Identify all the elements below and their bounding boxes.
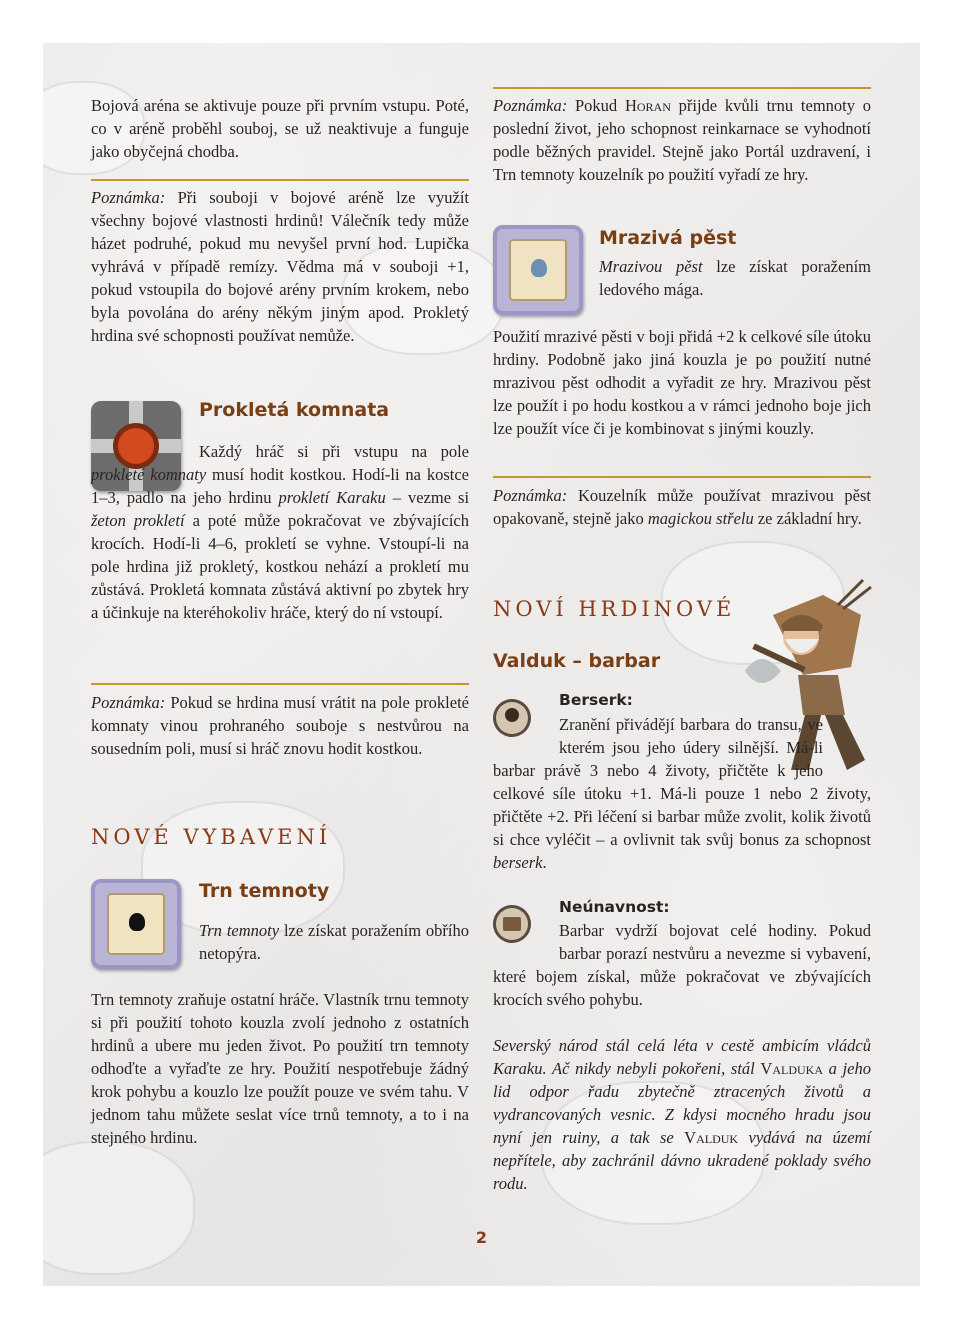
thorn-card-icon (91, 879, 181, 969)
scroll-icon (509, 239, 567, 301)
hero-name: Valduka (760, 1059, 823, 1078)
text-run: magickou střelu (647, 509, 754, 528)
divider (91, 179, 469, 181)
tireless-paragraph (493, 919, 871, 1011)
axe-blade (745, 659, 781, 683)
text-run: berserk (493, 853, 543, 872)
cursed-room-paragraph (91, 440, 469, 624)
text-run: přijde kvůli trnu temnoty o poslední život, jeho schopnost reinkarnace se vyhodnotí podle běžných pravidel. Stejně jako Portál uzdravení, i Trn temnoty kouzelník po použití vyřadí ze hry. (493, 96, 872, 184)
text-run: ze základní hry. (757, 509, 862, 528)
text-run: Zranění přivádějí barbara do transu, ve kterém jsou jeho údery silnější. Má-li barbar právě 3 nebo 4 životy, přičtěte k jeho celkové síle útoku +1. Má-li pouze 1 nebo 2 životy, přičtěte +2. Při léčení si barbar může zvolit, kolik životů si chce vyléčit – a ovlivnit tak svůj bonus za schopnost (493, 715, 871, 849)
note-frost (493, 484, 871, 530)
text-run: a poté může pokračovat ve zbývajících krocích. Hodí-li 4–6, prokletí se vyhne. Vstoupí-li na pole hrdina již prokletý, kostkou nehází a prokletí mu zůstává. Prokletá komnata zůstává aktivní po zbytek hry a účinkuje na kteréhokoliv hráče, který do ní vstoupí. (91, 511, 469, 622)
berserk-label: Berserk: (559, 691, 633, 709)
scroll-icon (107, 893, 165, 955)
rulebook-page (43, 43, 920, 1286)
text-run: Pokud (575, 96, 618, 115)
divider (493, 476, 871, 478)
torso (798, 675, 845, 715)
section-title-equipment: NOVÉ VYBAVENÍ (91, 825, 332, 849)
text-run: Kouzelník může používat mrazivou pěst opakovaně, stejně jako (493, 486, 871, 528)
text-run: lze získat poražením obřího netopýra. (199, 921, 470, 963)
lore-paragraph (493, 1034, 871, 1195)
arrow (843, 587, 871, 609)
thorn-paragraph: Trn temnoty zraňuje ostatní hráče. Vlastník trnu temnoty si při použití tohoto kouzla zvolí jednoho z ostatních hrdinů a ubere mu jeden život. Po použití trn temnoty odhoďte a vyřaďte ze hry. Použití nespotřebuje žádný krok pohybu a kouzlo lze použít pouze ve svém tahu. V jednom tahu můžete seslat více trnů temnoty, a to i na stejného hrdinu. (91, 990, 469, 1147)
text-run: musí hodit kostkou. Hodí-li na kostce 1–3, padlo na jeho hrdinu (91, 465, 469, 507)
tireless-label: Neúnavnost: (559, 898, 670, 916)
text-run: Každý hráč si při vstupu na pole (199, 442, 469, 461)
float-spacer (493, 919, 559, 965)
text-run: Severský národ stál celá léta v cestě ambicím vládců Karaku. Ač nikdy nebyli pokořeni, stál (493, 1036, 871, 1078)
note-horan (493, 94, 871, 186)
note-label: Poznámka: (91, 693, 166, 712)
text-run: Trn temnoty (199, 921, 280, 940)
thorn-desc (199, 919, 469, 965)
text-run: Barbar vydrží bojovat celé hodiny. Pokud barbar porazí nestvůru a nevezme si vybavení, které bojem získal, může pokračovat ve zbývajících krocích svého pohybu. (493, 921, 871, 1009)
note-text: Při souboji v bojové aréně lze využít všechny bojové vlastnosti hrdinů! Válečník tedy může házet podruhé, pokud mu nevyšel první hod. Lupička vyhrává v případě remízy. Vědma má v souboji +1, pokud vstoupila do bojové arény prvním krokem, nebo byla povolána do arény někým jiným apod. Prokletý hrdina své schopnosti používat nemůže. (91, 188, 469, 345)
note-cursed (91, 691, 469, 760)
float-spacer (823, 713, 871, 781)
note-text: Pokud se hrdina musí vrátit na pole prokleté komnaty vinou prohraného souboje s nestvůrou na sousedním poli, musí si hráč znovu hodit kostkou. (91, 693, 469, 758)
note-label: Poznámka: (91, 188, 166, 207)
text-run: vydává na území nepřítele, aby zachránil dávno ukradené poklady svého rodu. (493, 1128, 872, 1193)
divider (493, 87, 871, 89)
berserk-paragraph: Zranění přivádějí barbara do transu, ve kterém jsou jeho údery silnější. Má-li barbar právě 3 nebo 4 životy, přičtěte k jeho celkové síle útoku +1. Má-li pouze 1 nebo 2 životy, přičtěte +2. Při léčení si barbar může zvolit, kolik životů si chce vyléčit – a ovlivnit tak svůj bonus za schopnost berserk. (493, 715, 871, 872)
text-run: prokletí Karaku (278, 488, 386, 507)
hero-name: Valduk (684, 1128, 739, 1147)
text-run: prokleté komnaty (91, 465, 207, 484)
cursed-room-title: Prokletá komnata (199, 399, 390, 421)
section-title-heroes: NOVÍ HRDINOVÉ (493, 597, 736, 621)
divider (91, 683, 469, 685)
skull-icon (129, 913, 145, 931)
text-run: lze získat poražením ledového mága. (599, 257, 871, 299)
text-run: žeton prokletí (91, 511, 185, 530)
note-label: Poznámka: (493, 486, 568, 505)
arena-paragraph: Bojová aréna se aktivuje pouze při prvním vstupu. Poté, co v aréně proběhl souboj, se už neaktivuje a funguje jako obyčejná chodba. (91, 96, 469, 161)
text-run: Mrazivou pěst (599, 257, 703, 276)
note-arena (91, 186, 469, 347)
float-spacer (493, 713, 559, 759)
frost-fist-title: Mrazivá pěst (599, 227, 737, 249)
stone-texture (43, 1143, 193, 1273)
text-run: a jeho lid odpor řadu zbytečně ztracených životů a vydrancovaných vesnic. Z kdysi mocného hradu jsou nyní jen ruiny, a tak se (493, 1059, 871, 1147)
frost-fist-paragraph: Použití mrazivé pěsti v boji přidá +2 k celkové síle útoku hrdiny. Podobně jako jiná kouzla je po použití nutné mrazivou pěst odhodit a vyřadit ze hry. Mrazivou pěst lze použít i po hodu kostkou a v rámci jednoho boje jich lze použít více či je kombinovat s jinými kouzly. (493, 327, 871, 438)
hero-name: Horan (624, 96, 671, 115)
note-label: Poznámka: (493, 96, 568, 115)
fist-icon (531, 259, 547, 277)
page-number: 2 (475, 1228, 488, 1247)
frost-fist-desc (599, 255, 871, 301)
thorn-title: Trn temnoty (199, 880, 330, 902)
frost-fist-card-icon (493, 225, 583, 315)
text-run: – vezme si (392, 488, 470, 507)
hero-title: Valduk – barbar (493, 650, 661, 672)
